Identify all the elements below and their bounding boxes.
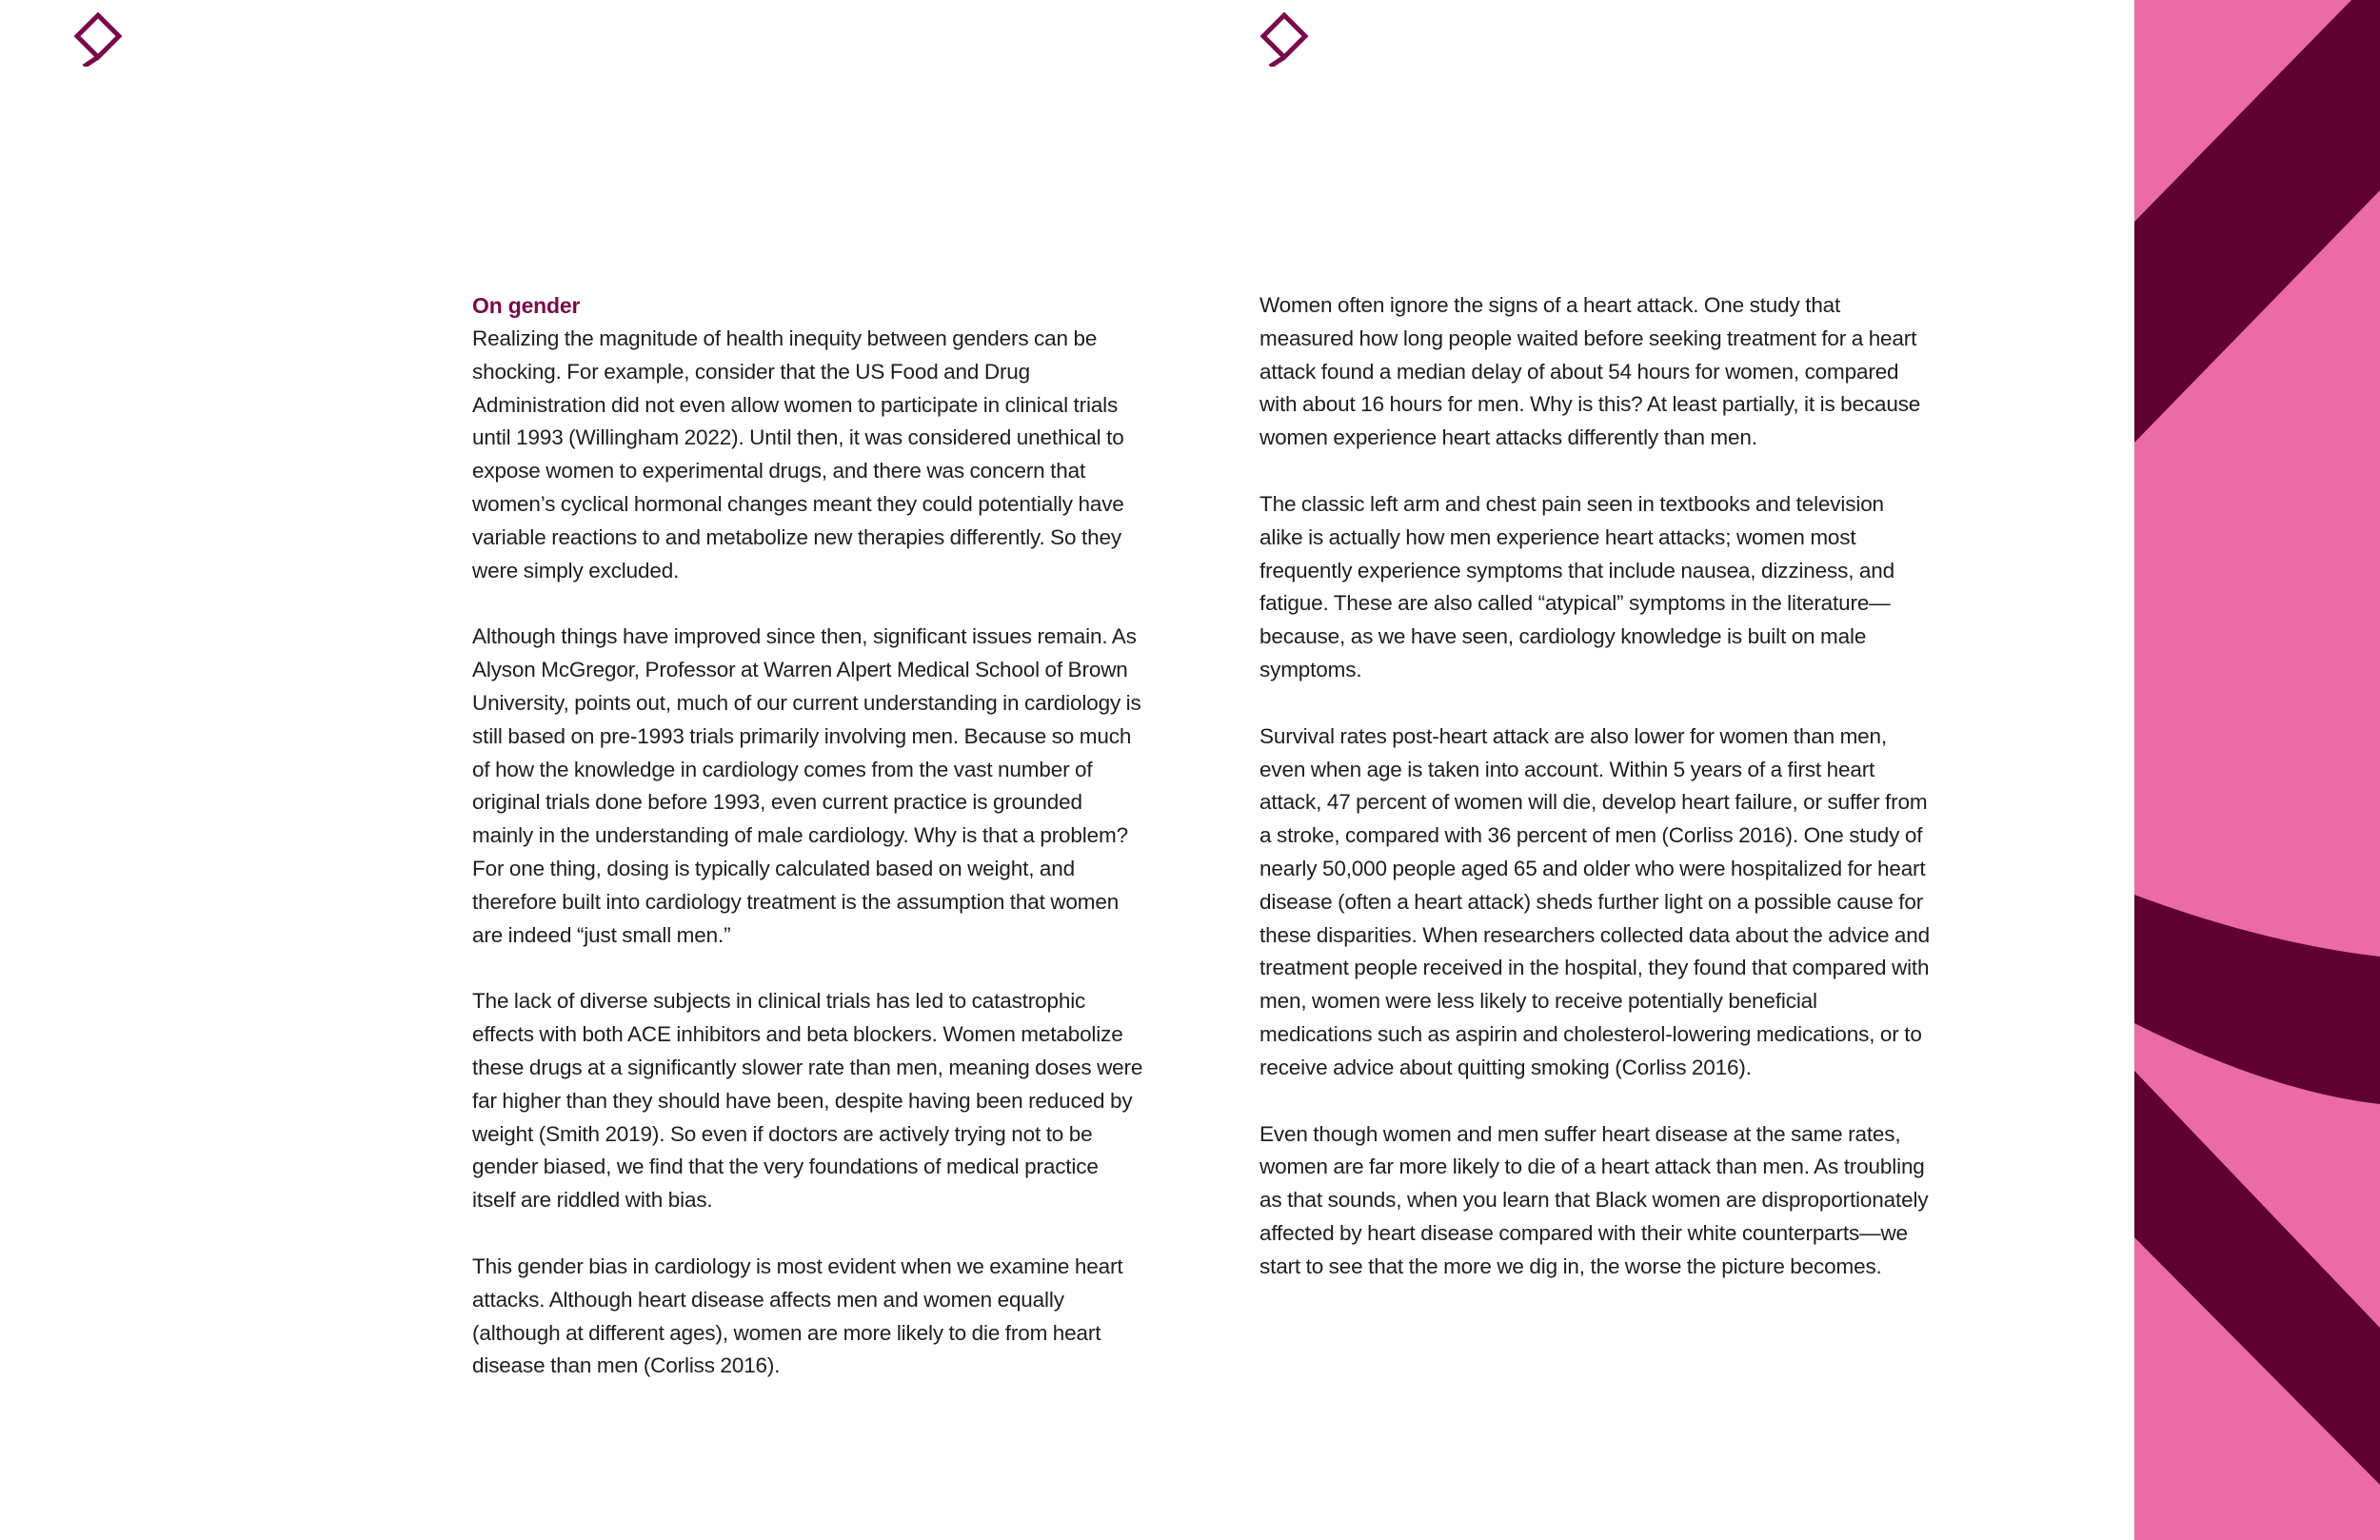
publisher-logo-icon [1257,11,1312,67]
body-paragraph: This gender bias in cardiology is most evident when we examine heart attacks. Although heart disease affects men and women equally (although at different ages), women are more likely to die from heart disease than men (Corliss 2016). [472,1254,1123,1378]
decorative-side-panel [2134,0,2380,1540]
publisher-logo-icon [70,11,126,67]
section-heading: On gender [472,293,581,318]
right-text-column [1259,289,1931,1284]
body-paragraph: The lack of diverse subjects in clinical trials has led to catastrophic effects with both ACE inhibitors and beta blockers. Women metabolize these drugs at a significantly slower rate than men, meaning doses were far higher than they should have been, despite having been reduced by weight (Smith 2019). So even if doctors are actively trying not to be gender biased, we find that the very foundations of medical practice itself are riddled with bias. [472,989,1143,1213]
body-paragraph: Although things have improved since then, significant issues remain. As Alyson McGregor, Professor at Warren Alpert Medical School of Brown University, points out, much of our current understanding in cardiology is still based on pre-1993 trials primarily involving men. Because so much of how the knowledge in cardiology comes from the vast number of original trials done before 1993, even current practice is grounded mainly in the understanding of male cardiology. Why is that a problem? For one thing, dosing is typically calculated based on weight, and therefore built into cardiology treatment is the assumption that women are indeed “just small men.” [472,624,1141,947]
body-paragraph: Realizing the magnitude of health inequity between genders can be shocking. For example, consider that the US Food and Drug Administration did not even allow women to participate in clinical trials until 1993 (Willingham 2022). Until then, it was considered unethical to expose women to experimental drugs, and there was concern that women’s cyclical hormonal changes meant they could potentially have variable reactions to and metabolize new therapies differently. So they were simply excluded. [472,326,1124,582]
body-paragraph: Survival rates post-heart attack are also lower for women than men, even when age is taken into account. Within 5 years of a first heart attack, 47 percent of women will die, develop heart failure, or suffer from a stroke, compared with 36 percent of men (Corliss 2016). One study of nearly 50,000 people aged 65 and older who were hospitalized for heart disease (often a heart attack) sheds further light on a possible cause for these disparities. When researchers collected data about the advice and treatment people received in the hospital, they found that compared with men, women were less likely to receive potentially beneficial medications such as aspirin and cholesterol-lowering medications, or to receive advice about quitting smoking (Corliss 2016). [1259,723,1931,1079]
body-paragraph: Even though women and men suffer heart disease at the same rates, women are far more likely to die of a heart attack than men. As troubling as that sounds, when you learn that Black women are disproportionately affected by heart disease compared with their white counterparts—we start to see that the more we dig in, the worse the picture becomes. [1259,1121,1929,1278]
body-paragraph: The classic left arm and chest pain seen in textbooks and television alike is actually how men experience heart attacks; women most frequently experience symptoms that include nausea, dizziness, and fatigue. These are also called “atypical” symptoms in the literature—because, as we have seen, cardiology knowledge is built on male symptoms. [1259,491,1894,681]
body-paragraph: Women often ignore the signs of a heart attack. One study that measured how long people waited before seeking treatment for a heart attack found a median delay of about 54 hours for women, compared with about 16 hours for men. Why is this? At least partially, it is because women experience heart attacks differently than men. [1259,293,1921,450]
left-text-column [472,289,1143,1383]
